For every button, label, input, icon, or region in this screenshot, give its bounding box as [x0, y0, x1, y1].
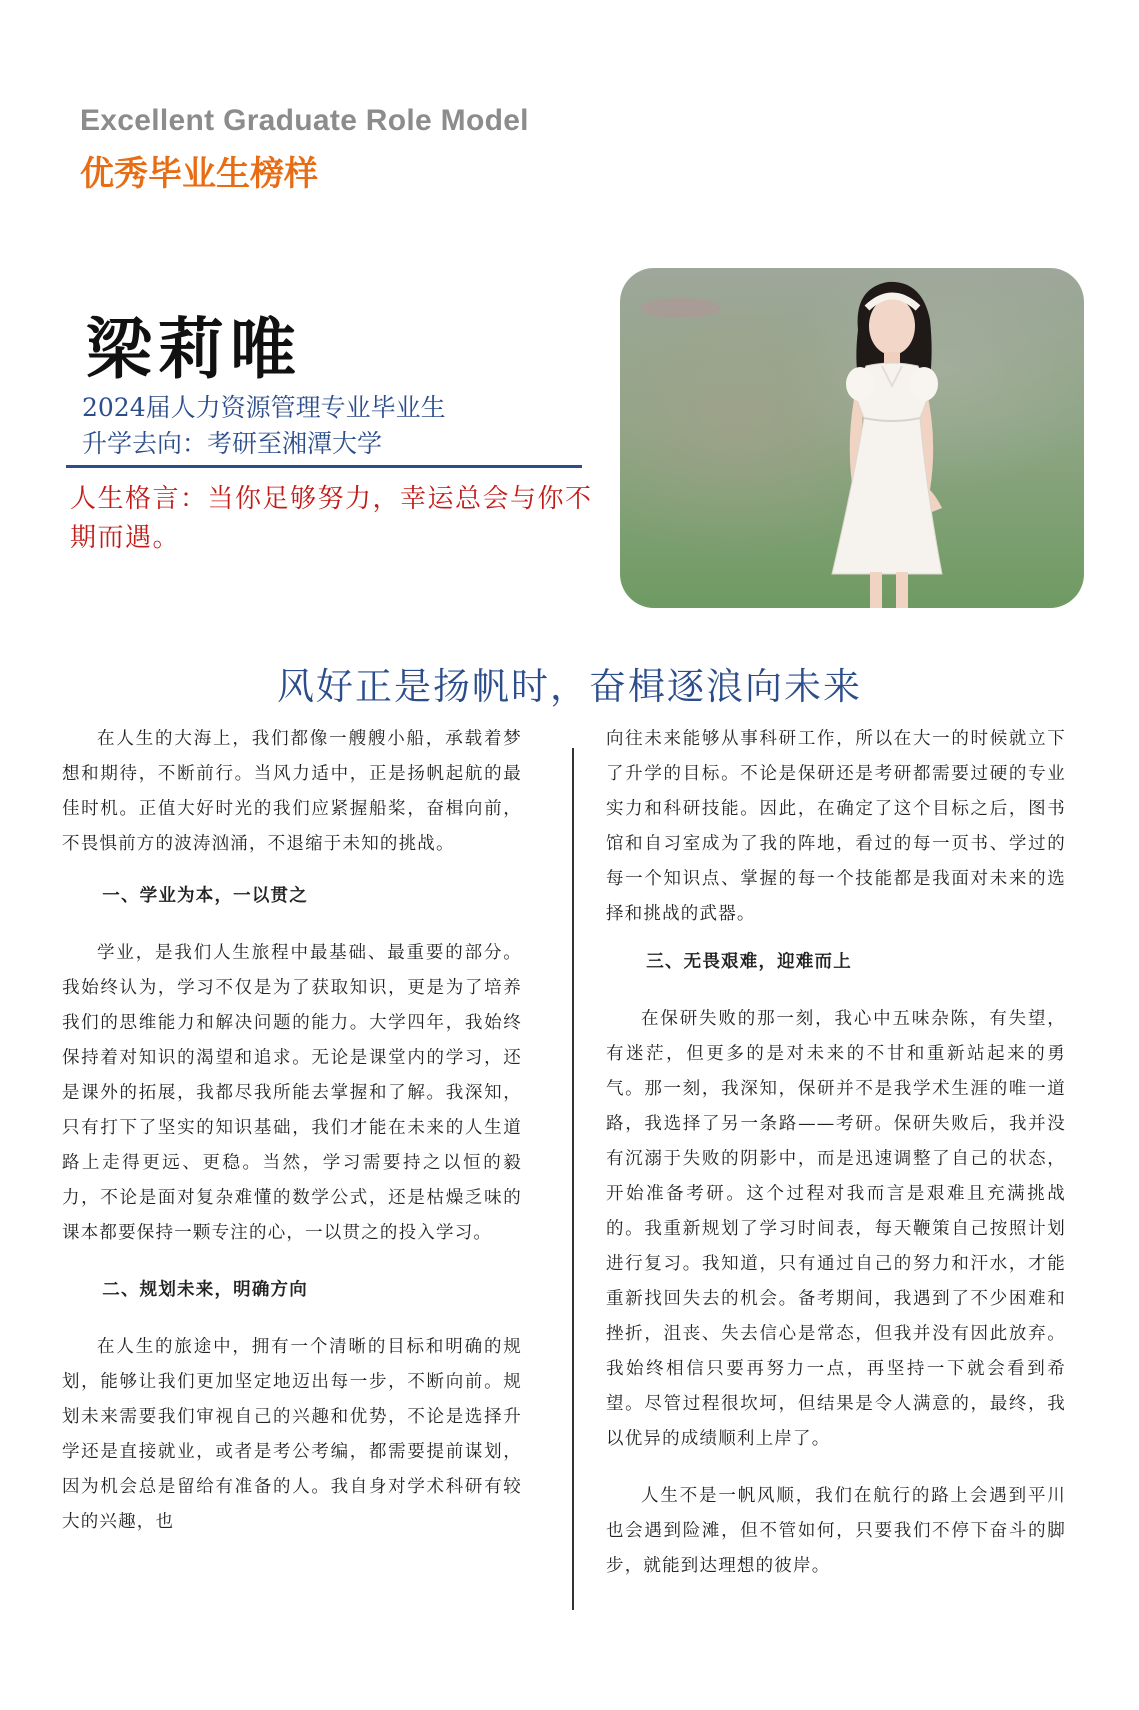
header-english-title: Excellent Graduate Role Model: [80, 104, 529, 137]
section2-heading: 二、规划未来，明确方向: [102, 1280, 308, 1300]
closing-paragraph: 人生不是一帆风顺，我们在航行的路上会遇到平川也会遇到险滩，但不管如何，只要我们不停下奋斗的脚步，就能到达理想的彼岸。: [606, 1486, 1066, 1576]
info-divider-rule: [66, 465, 582, 468]
section3-paragraph: 在保研失败的那一刻，我心中五味杂陈，有失望，有迷茫，但更多的是对未来的不甘和重新站起来的勇气。那一刻，我深知，保研并不是我学术生涯的唯一道路，我选择了另一条路——考研。保研失败后，我并没有沉溺于失败的阴影中，而是迅速调整了自己的状态，开始准备考研。这个过程对我而言是艰难且充满挑战的。我重新规划了学习时间表，每天鞭策自己按照计划进行复习。我知道，只有通过自己的努力和汗水，才能重新找回失去的机会。备考期间，我遇到了不少困难和挫折，沮丧、失去信心是常态，但我并没有因此放弃。我始终相信只要再努力一点，再坚持一下就会看到希望。尽管过程很坎坷，但结果是令人满意的，最终，我以优异的成绩顺利上岸了。: [606, 1009, 1066, 1449]
article-left-column: [62, 722, 522, 1540]
graduate-portrait-photo: [620, 268, 1084, 608]
graduate-name: 梁莉唯: [86, 310, 302, 388]
section1-heading: 一、学业为本，一以贯之: [102, 886, 308, 906]
graduate-major-line: 2024届人力资源管理专业毕业生: [82, 393, 446, 422]
section1-paragraph: 学业，是我们人生旅程中最基础、最重要的部分。我始终认为，学习不仅是为了获取知识，更是为了培养我们的思维能力和解决问题的能力。大学四年，我始终保持着对知识的渴望和追求。无论是课堂内的学习，还是课外的拓展，我都尽我所能去掌握和了解。我深知，只有打下了坚实的知识基础，我们才能在未来的人生道路上走得更远、更稳。当然，学习需要持之以恒的毅力，不论是面对复杂难懂的数学公式，还是枯燥乏味的课本都要保持一颗专注的心，一以贯之的投入学习。: [62, 943, 522, 1243]
section2-paragraph-part1: 在人生的旅途中，拥有一个清晰的目标和明确的规划，能够让我们更加坚定地迈出每一步，不断向前。规划未来需要我们审视自己的兴趣和优势，不论是选择升学还是直接就业，或者是考公考编，都需要提前谋划，因为机会总是留给有准备的人。我自身对学术科研有较大的兴趣，也: [62, 1337, 522, 1532]
article-headline: 风好正是扬帆时，奋楫逐浪向未来: [277, 665, 862, 708]
section2-paragraph-part2: 向往未来能够从事科研工作，所以在大一的时候就立下了升学的目标。不论是保研还是考研都需要过硬的专业实力和科研技能。因此，在确定了这个目标之后，图书馆和自习室成为了我的阵地，看过的每一页书、学过的每一个知识点、掌握的每一个技能都是我面对未来的选择和挑战的武器。: [606, 729, 1066, 924]
section3-heading: 三、无畏艰难，迎难而上: [646, 952, 852, 972]
header-chinese-title: 优秀毕业生榜样: [80, 154, 318, 194]
intro-paragraph: 在人生的大海上，我们都像一艘艘小船，承载着梦想和期待，不断前行。当风力适中，正是扬帆起航的最佳时机。正值大好时光的我们应紧握船桨，奋楫向前，不畏惧前方的波涛汹涌，不退缩于未知的挑战。: [62, 729, 522, 854]
column-divider: [572, 748, 574, 1610]
graduate-destination-line: 升学去向：考研至湘潭大学: [82, 429, 383, 458]
life-motto: 人生格言：当你足够努力，幸运总会与你不期而遇。: [70, 484, 593, 553]
article-right-column: [606, 722, 1066, 1584]
